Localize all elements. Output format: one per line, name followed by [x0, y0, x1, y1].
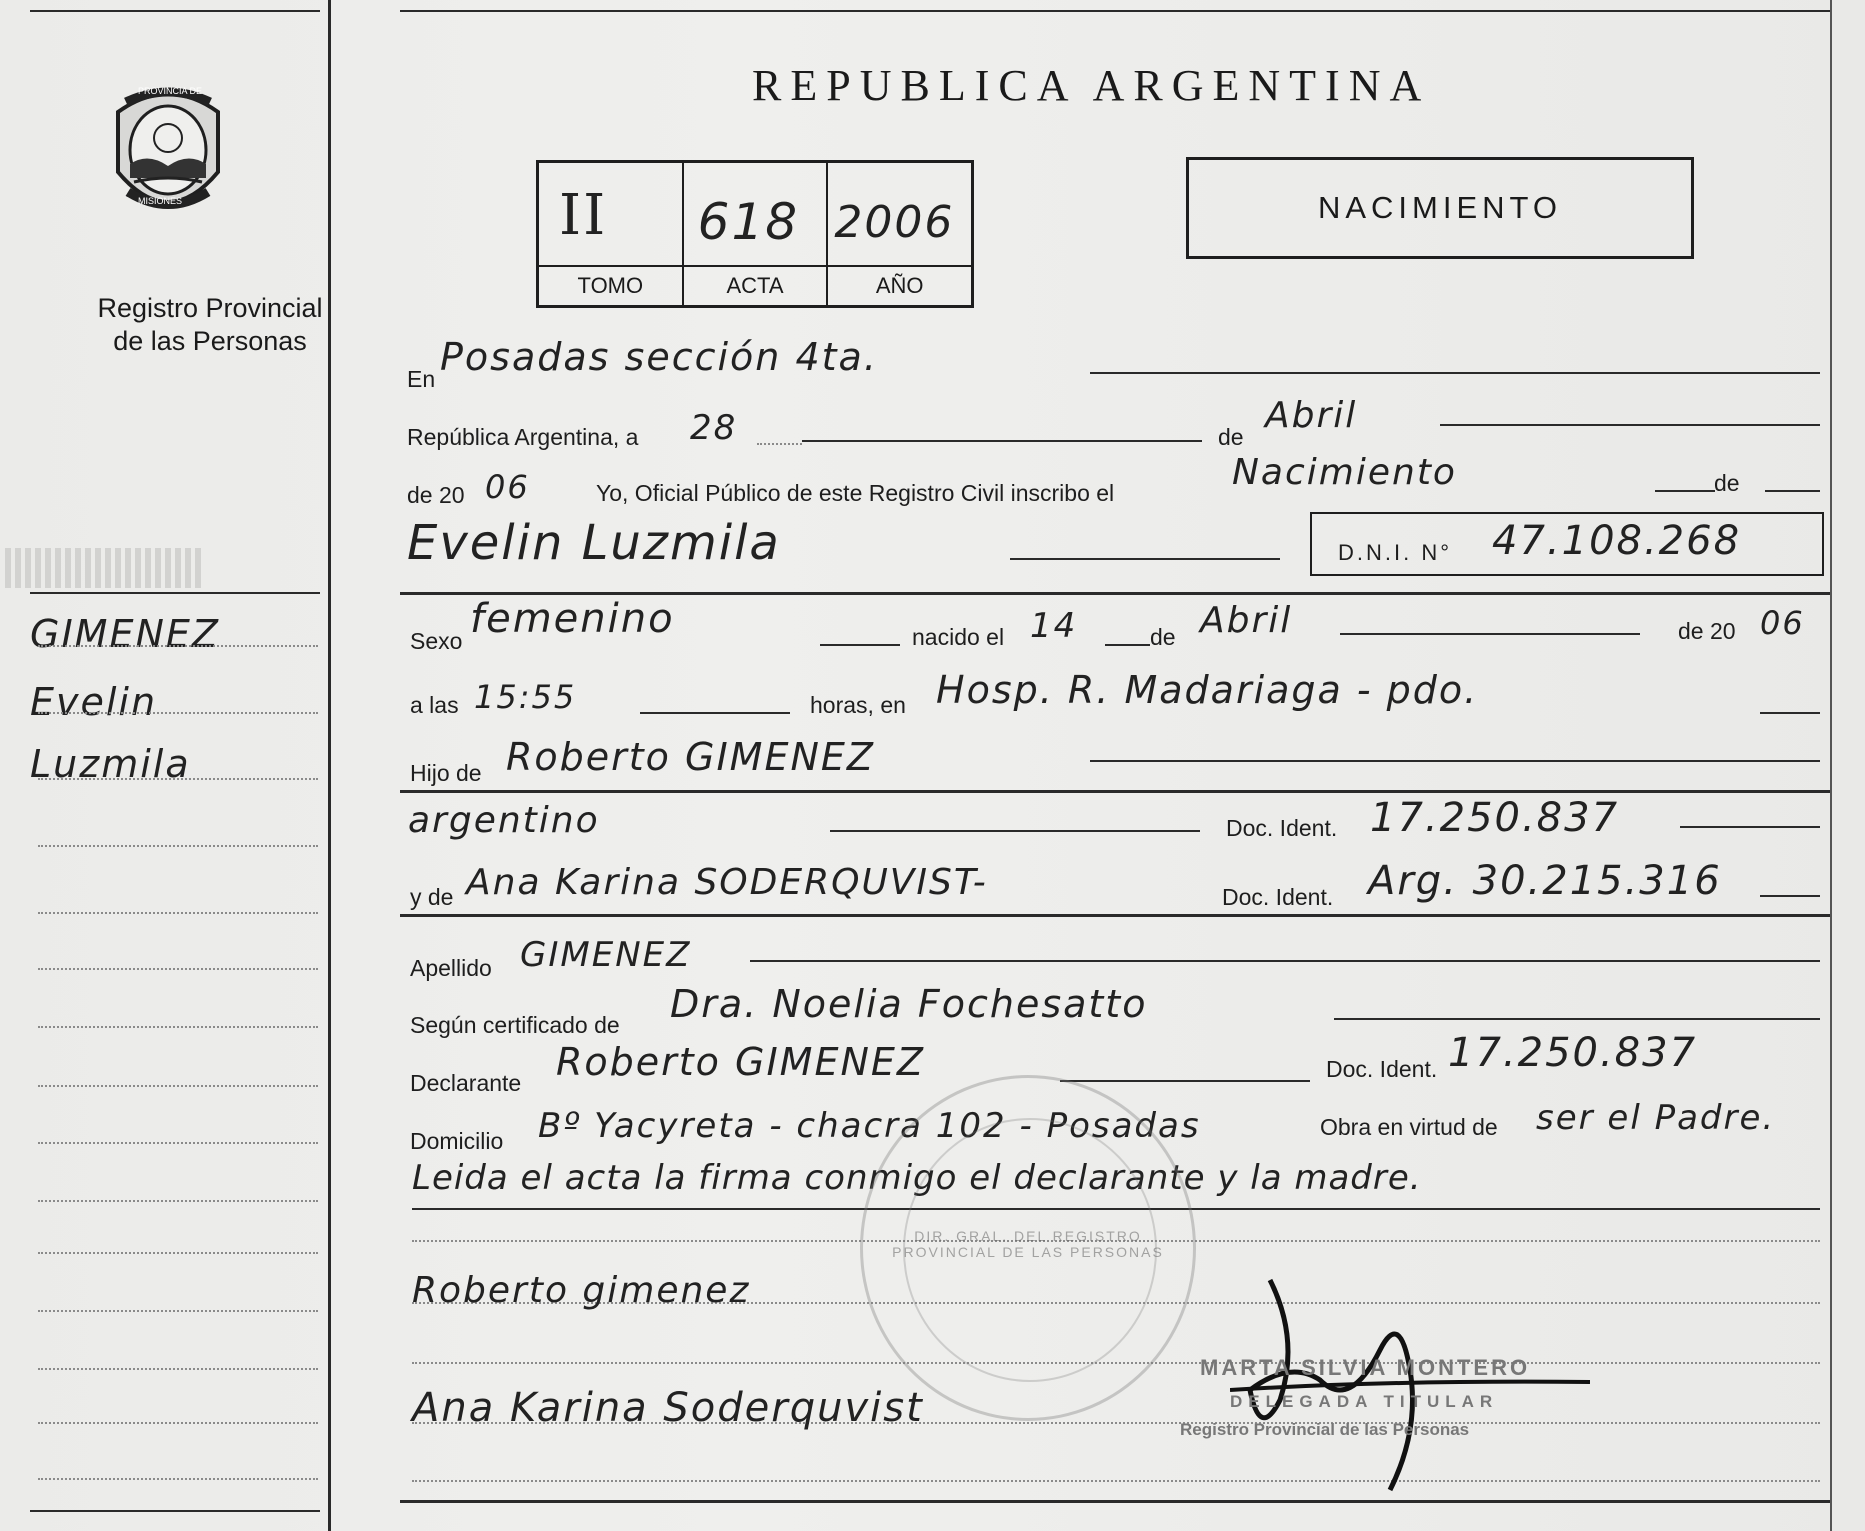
right-edge	[1830, 0, 1832, 1531]
birth-de-label: de	[1150, 624, 1176, 650]
margin-dotline	[38, 968, 318, 970]
child-name-value: Evelin Luzmila	[407, 515, 781, 571]
line	[750, 960, 1820, 962]
acta-cell	[684, 163, 829, 305]
margin-dotline	[38, 912, 318, 914]
margin-dotline	[38, 1478, 318, 1480]
birth-day-value: 14	[1030, 606, 1078, 646]
act-value: Nacimiento	[1232, 452, 1457, 493]
margin-surname: GIMENEZ	[30, 612, 220, 656]
dni-label: D.N.I. N°	[1338, 540, 1453, 565]
obra-value: ser el Padre.	[1536, 1098, 1776, 1138]
margin-dotline	[38, 778, 318, 780]
declarant-value: Roberto GIMENEZ	[556, 1040, 925, 1084]
margin-dotline	[38, 1368, 318, 1370]
father-signature: Roberto gimenez	[412, 1270, 751, 1311]
margin-dotline	[38, 845, 318, 847]
oficial-label: Yo, Oficial Público de este Registro Civil inscribo el	[596, 480, 1115, 506]
dni-box	[1310, 512, 1824, 576]
line	[1655, 490, 1715, 492]
officer-name: MARTA SILVIA MONTERO	[1200, 1355, 1531, 1380]
line	[1105, 644, 1150, 646]
officer-role: DELEGADA TITULAR	[1230, 1392, 1499, 1411]
officer-signature-icon	[1230, 1250, 1590, 1520]
margin-dotline	[38, 1085, 318, 1087]
birth-place-value: Hosp. R. Madariaga - pdo.	[936, 668, 1479, 712]
section-rule	[400, 592, 1830, 595]
office-line-1: Registro Provincial	[97, 293, 323, 323]
margin-bottom-rule	[30, 1510, 320, 1512]
tomo-label: TOMO	[539, 265, 682, 305]
month-value: Abril	[1265, 395, 1358, 436]
line	[820, 644, 900, 646]
segun-label: Según certificado de	[410, 1012, 620, 1038]
day-value: 28	[690, 408, 738, 448]
sex-value: femenino	[470, 596, 675, 642]
top-rule-main	[400, 10, 1830, 12]
father-value: Roberto GIMENEZ	[506, 735, 875, 779]
section-rule	[400, 914, 1830, 917]
margin-dotline	[38, 645, 318, 647]
acta-label: ACTA	[684, 265, 827, 305]
acta-value: 618	[697, 193, 800, 251]
father-nationality-value: argentino	[408, 800, 600, 841]
de20-label: de 20	[407, 482, 465, 508]
en-label: En	[407, 366, 436, 392]
line	[1090, 372, 1820, 374]
apellido-label: Apellido	[410, 955, 492, 981]
birth-month-value: Abril	[1200, 600, 1293, 641]
certificate-value: Dra. Noelia Fochesatto	[670, 982, 1148, 1026]
line	[1760, 895, 1820, 897]
line	[802, 440, 1202, 442]
line	[1334, 1018, 1820, 1020]
line	[1760, 712, 1820, 714]
reading-note-value: Leida el acta la firma conmigo el declarante y la madre.	[412, 1158, 1422, 1198]
yde-label: y de	[410, 884, 454, 910]
column-divider	[328, 0, 331, 1531]
horas-label: horas, en	[810, 692, 906, 718]
faded-marginal-note	[5, 548, 205, 588]
seal-top-text: PROVINCIA DE	[138, 86, 203, 96]
nacido-label: nacido el	[912, 624, 1005, 650]
line	[1440, 424, 1820, 426]
de-label-2: de	[1714, 470, 1740, 496]
mother-doc-value: Arg. 30.215.316	[1368, 858, 1722, 904]
declarante-label: Declarante	[410, 1070, 522, 1096]
office-line-2: de las Personas	[113, 326, 307, 356]
de-label: de	[1218, 424, 1244, 450]
line	[1680, 826, 1820, 828]
republica-label: República Argentina, a	[407, 424, 639, 450]
dotline	[757, 443, 802, 445]
line	[1090, 760, 1820, 762]
margin-dotline	[38, 1252, 318, 1254]
surname-value: GIMENEZ	[520, 935, 692, 975]
obra-label: Obra en virtud de	[1320, 1114, 1498, 1140]
officer-office: Registro Provincial de las Personas	[1180, 1420, 1470, 1439]
line	[830, 830, 1200, 832]
line	[640, 712, 790, 714]
place-value: Posadas sección 4ta.	[440, 335, 878, 379]
declarant-doc-value: 17.250.837	[1448, 1030, 1698, 1076]
office-name	[40, 292, 380, 358]
birth-year-value: 06	[1760, 604, 1805, 642]
line	[1340, 633, 1640, 635]
record-type-box: NACIMIENTO	[1186, 157, 1694, 259]
dni-value: 47.108.268	[1492, 518, 1742, 564]
alas-label: a las	[410, 692, 459, 718]
doc-label-3: Doc. Ident.	[1326, 1056, 1438, 1082]
dotline	[412, 1480, 1820, 1482]
margin-dotline	[38, 1200, 318, 1202]
official-stamp	[860, 1075, 1196, 1421]
birth-de20-label: de 20	[1678, 618, 1736, 644]
seal-bottom-text: MISIONES	[138, 196, 183, 206]
doc-label-2: Doc. Ident.	[1222, 884, 1334, 910]
margin-first-name: Evelin	[30, 680, 158, 724]
margin-dotline	[38, 1026, 318, 1028]
margin-dotline	[38, 1142, 318, 1144]
margin-middle-name: Luzmila	[30, 742, 191, 786]
margin-dotline	[38, 712, 318, 714]
anio-value: 2006	[834, 197, 955, 248]
address-value: Bº Yacyreta - chacra 102 - Posadas	[538, 1106, 1201, 1146]
year-value: 06	[485, 468, 530, 506]
line	[1010, 558, 1280, 560]
stamp-text: DIR. GRAL. DEL REGISTRO PROVINCIAL DE LAS PERSONAS	[892, 1228, 1164, 1260]
tomo-cell	[539, 163, 684, 305]
margin-dotline	[38, 1310, 318, 1312]
mother-value: Ana Karina SODERQUVIST-	[466, 862, 988, 903]
father-doc-value: 17.250.837	[1370, 795, 1620, 841]
line	[1765, 490, 1820, 492]
time-value: 15:55	[474, 678, 577, 716]
record-number-box	[536, 160, 974, 308]
doc-label: Doc. Ident.	[1226, 815, 1338, 841]
mother-signature: Ana Karina Soderquvist	[412, 1385, 924, 1431]
anio-cell	[828, 163, 971, 305]
tomo-value: II	[559, 183, 608, 248]
hijo-label: Hijo de	[410, 760, 482, 786]
sexo-label: Sexo	[410, 628, 463, 654]
margin-dotline	[38, 1422, 318, 1424]
section-rule	[400, 790, 1830, 793]
domicilio-label: Domicilio	[410, 1128, 504, 1154]
bottom-rule	[400, 1500, 1830, 1503]
country-title: REPUBLICA ARGENTINA	[752, 61, 1431, 110]
line	[1060, 1080, 1310, 1082]
top-rule-left	[30, 10, 320, 12]
margin-rule	[30, 592, 320, 594]
anio-label: AÑO	[828, 265, 971, 305]
